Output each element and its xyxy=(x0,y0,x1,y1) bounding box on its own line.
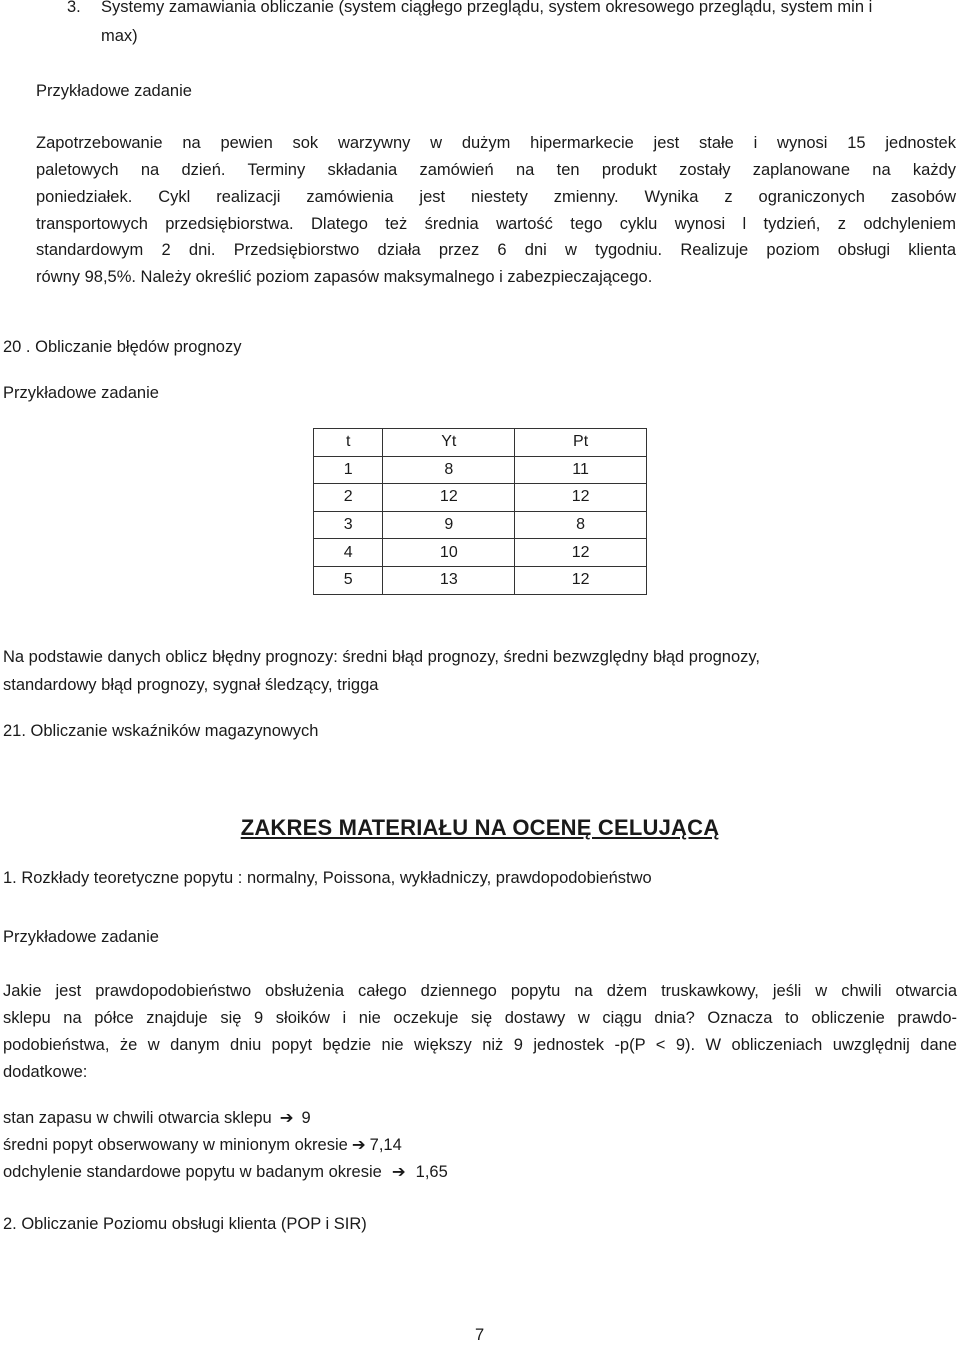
table-header-row xyxy=(314,429,647,457)
data-item-label: stan zapasu w chwili otwarcia sklepu xyxy=(3,1109,272,1127)
arrow-right-icon: ➔ xyxy=(279,1109,294,1127)
data-item xyxy=(3,1108,311,1128)
page-number: 7 xyxy=(475,1326,485,1344)
table-cell: 1 xyxy=(314,456,383,484)
data-item-value: 9 xyxy=(301,1109,311,1127)
section3-task-line: paletowych na dzień. Terminy składania zamówień na ten produkt zostały zaplanowane na każdy xyxy=(36,161,956,179)
section20-title: 20 . Obliczanie błędów prognozy xyxy=(3,338,242,356)
table-header-cell: Pt xyxy=(515,429,647,457)
section21-title: 21. Obliczanie wskaźników magazynowych xyxy=(3,722,319,740)
table-cell: 11 xyxy=(515,456,647,484)
data-item-label: średni popyt obserwowany w minionym okresie xyxy=(3,1136,348,1154)
table-row xyxy=(314,539,647,567)
celujaca-heading: ZAKRES MATERIAŁU NA OCENĘ CELUJĄCĄ xyxy=(240,815,720,840)
section3-task-line: Zapotrzebowanie na pewien sok warzywny w dużym hipermarkecie jest stałe i wynosi 15 jednostek xyxy=(36,134,956,152)
celujaca-example-label: Przykładowe zadanie xyxy=(3,928,159,946)
section3-task-line: transportowych przedsiębiorstwa. Dlatego też średnia wartość tego cyklu wynosi l tydzień, z odchyleniem xyxy=(36,215,956,233)
table-cell: 10 xyxy=(383,539,515,567)
section3-example-label: Przykładowe zadanie xyxy=(36,82,192,100)
table-cell: 3 xyxy=(314,511,383,539)
table-cell: 9 xyxy=(383,511,515,539)
section3-task-line: standardowym 2 dni. Przedsiębiorstwo działa przez 6 dni w tygodniu. Realizuje poziom obsługi klienta xyxy=(36,241,956,259)
section3-title-line2: max) xyxy=(101,27,138,45)
data-item xyxy=(3,1162,448,1182)
table-cell: 12 xyxy=(515,566,647,594)
celujaca-task-line: podobieństwa, że w danym dniu popyt będzie nie większy niż 9 jednostek -p(P < 9). W obliczeniach uwzględnij dane xyxy=(3,1036,957,1054)
section3-task-line: poniedziałek. Cykl realizacji zamówienia jest niestety zmienny. Wynika z ograniczonych zasobów xyxy=(36,188,956,206)
table-cell: 8 xyxy=(515,511,647,539)
table-header-cell: t xyxy=(314,429,383,457)
table-cell: 2 xyxy=(314,484,383,512)
celujaca-item2: 2. Obliczanie Poziomu obsługi klienta (POP i SIR) xyxy=(3,1215,367,1233)
table-cell: 5 xyxy=(314,566,383,594)
section3-number: 3. xyxy=(67,0,81,16)
section20-instruction-line1: Na podstawie danych oblicz błędny prognozy: średni błąd prognozy, średni bezwzględny błąd prognozy, xyxy=(3,648,761,666)
celujaca-task-line: Jakie jest prawdopodobieństwo obsłużenia całego dziennego popytu na dżem truskawkowy, jeśli w chwili otwarcia xyxy=(3,982,957,1000)
data-item xyxy=(3,1135,402,1155)
data-item-label: odchylenie standardowe popytu w badanym okresie xyxy=(3,1163,382,1181)
table-row xyxy=(314,456,647,484)
celujaca-task-line: sklepu na półce znajduje się 9 słoików i nie oczekuje się dostawy w ciągu dnia? Oznacza to obliczenie prawdo- xyxy=(3,1009,957,1027)
arrow-right-icon: ➔ xyxy=(351,1136,366,1154)
arrow-right-icon: ➔ xyxy=(391,1163,406,1181)
table-cell: 8 xyxy=(383,456,515,484)
table-cell: 4 xyxy=(314,539,383,567)
table-header-cell: Yt xyxy=(383,429,515,457)
section3-task-line: równy 98,5%. Należy określić poziom zapasów maksymalnego i zabezpieczającego. xyxy=(36,268,653,286)
table-cell: 12 xyxy=(515,539,647,567)
celujaca-item1: 1. Rozkłady teoretyczne popytu : normalny, Poissona, wykładniczy, prawdopodobieństwo xyxy=(3,869,652,887)
section20-instruction-line2: standardowy błąd prognozy, sygnał śledzący, trigga xyxy=(3,676,379,694)
table-row xyxy=(314,566,647,594)
data-item-value: 1,65 xyxy=(415,1163,448,1181)
table-cell: 12 xyxy=(383,484,515,512)
data-item-value: 7,14 xyxy=(369,1136,402,1154)
table-row xyxy=(314,484,647,512)
table-row xyxy=(314,511,647,539)
section3-title-line1: Systemy zamawiania obliczanie (system ciągłego przeglądu, system okresowego przeglądu, system min i xyxy=(101,0,873,16)
table-cell: 12 xyxy=(515,484,647,512)
table-cell: 13 xyxy=(383,566,515,594)
forecast-table xyxy=(313,428,647,595)
celujaca-task-line: dodatkowe: xyxy=(3,1063,88,1081)
section20-example-label: Przykładowe zadanie xyxy=(3,384,159,402)
